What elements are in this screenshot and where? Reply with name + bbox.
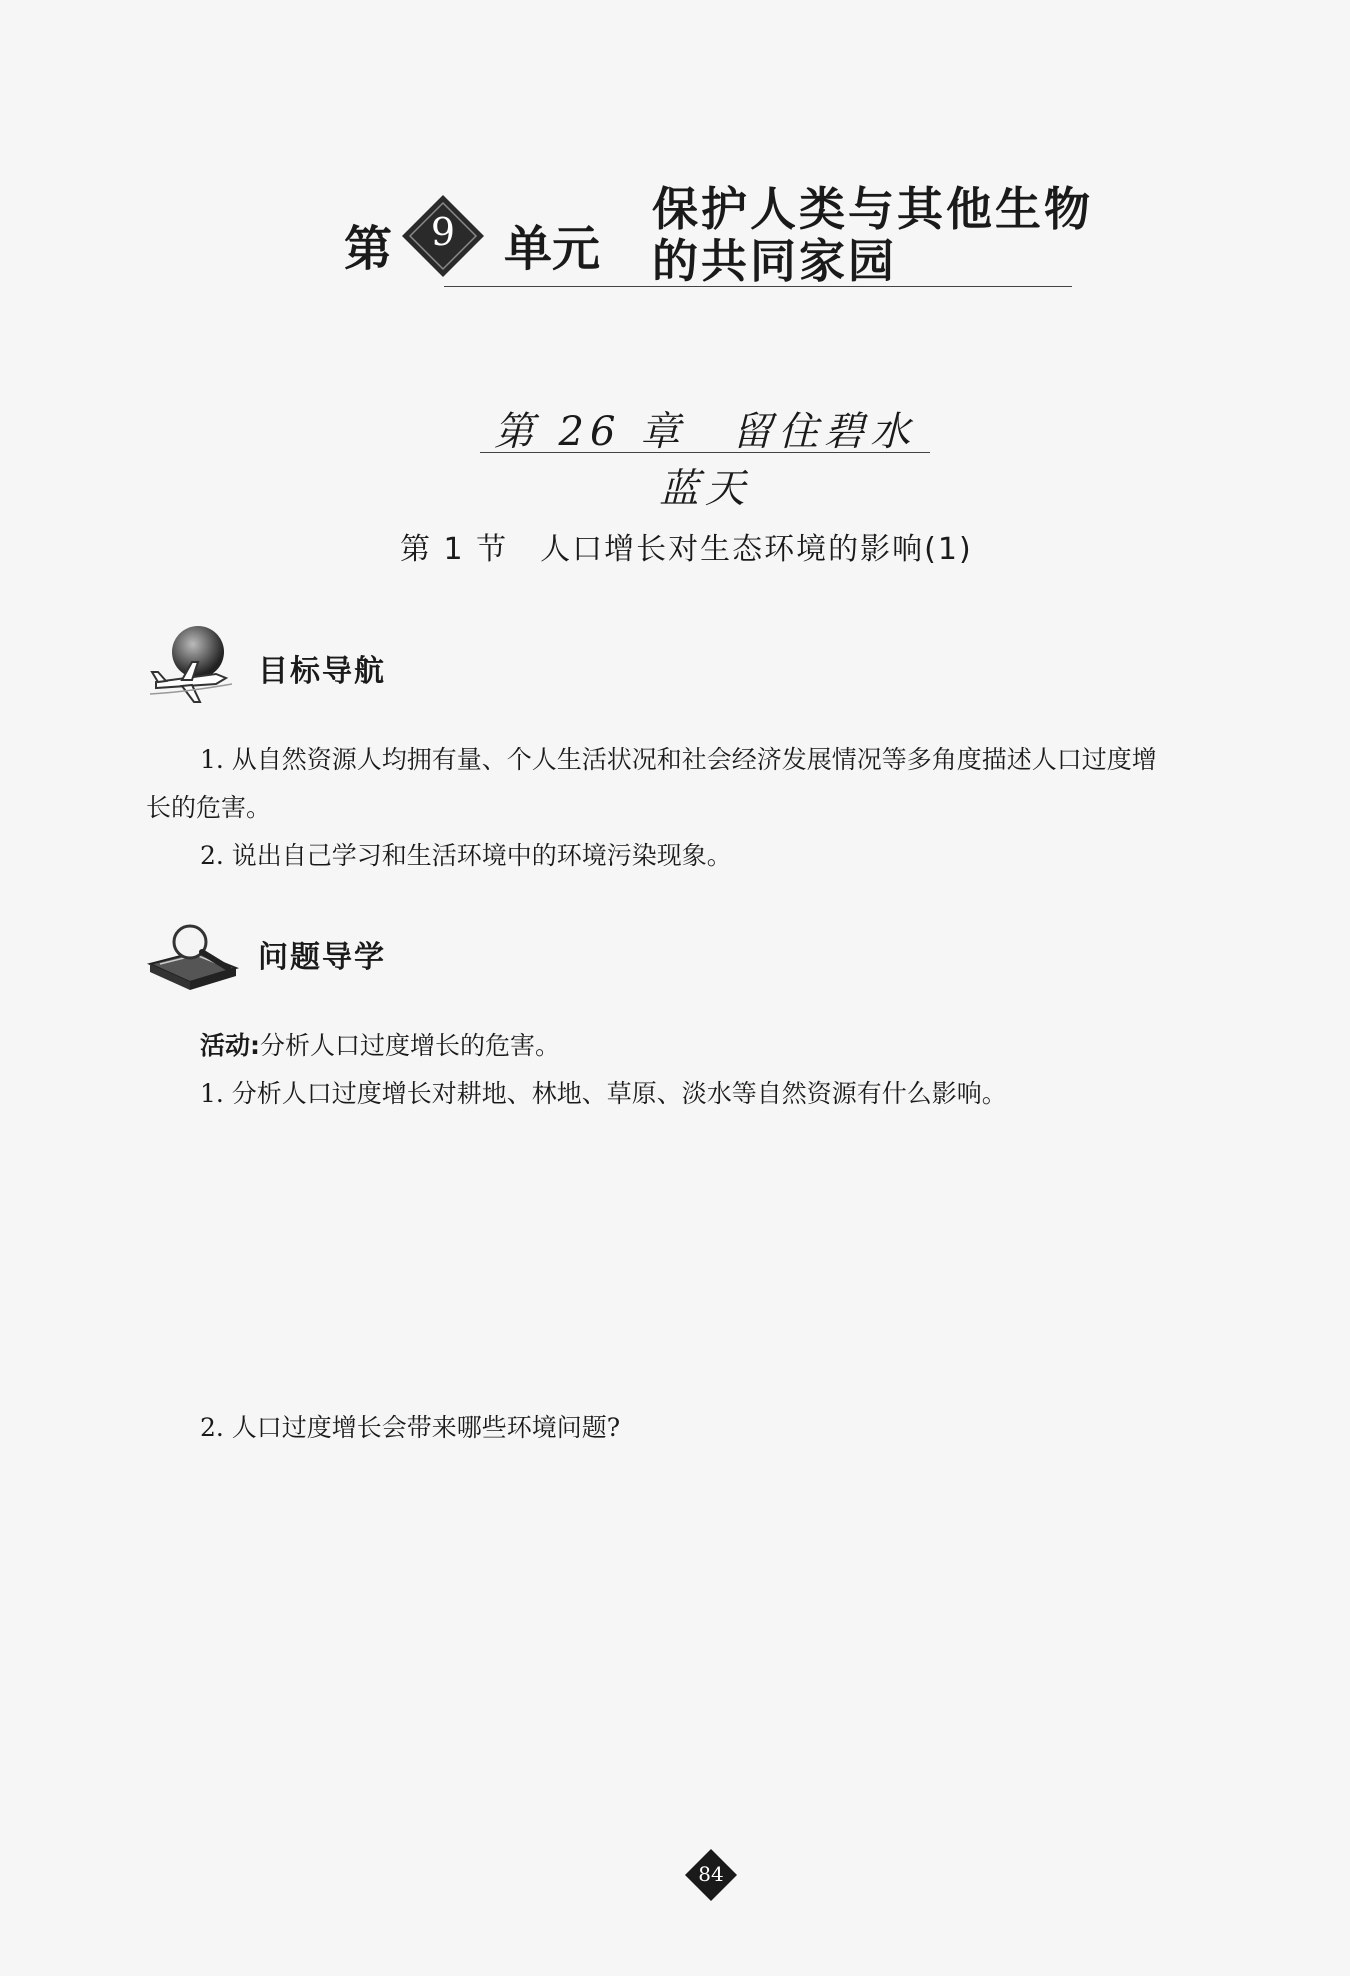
- question-1: 1. 分析人口过度增长对耕地、林地、草原、淡水等自然资源有什么影响。: [200, 1079, 1007, 1108]
- chapter-title: 第 26 章 留住碧水蓝天: [493, 409, 917, 512]
- activity-label: 活动:: [200, 1031, 260, 1060]
- section-title: 第 1 节 人口增长对生态环境的影响(1): [400, 532, 973, 567]
- activity-line: [200, 1022, 560, 1070]
- question-2: 2. 人口过度增长会带来哪些环境问题?: [200, 1413, 621, 1442]
- goal-item-1-cont: 长的危害。: [146, 793, 272, 822]
- unit-number: 9: [430, 210, 456, 254]
- unit-title: [652, 183, 1093, 287]
- questions-heading: 问题导学: [258, 940, 386, 975]
- unit-suffix: 单元: [504, 221, 601, 277]
- goals-heading: 目标导航: [258, 654, 386, 689]
- unit-title-rule: [444, 286, 1072, 287]
- book-magnifier-icon: [146, 920, 242, 992]
- globe-airplane-icon: [146, 622, 238, 710]
- unit-title-line2: 的共同家园: [652, 234, 897, 288]
- chapter-title-rule: [480, 452, 930, 453]
- goal-item-2: 2. 说出自己学习和生活环境中的环境污染现象。: [200, 841, 732, 870]
- activity-text: 分析人口过度增长的危害。: [260, 1031, 561, 1060]
- page-number: 84: [698, 1862, 724, 1886]
- goal-item-1: 1. 从自然资源人均拥有量、个人生活状况和社会经济发展情况等多角度描述人口过度增: [200, 745, 1157, 774]
- unit-prefix: 第: [344, 221, 393, 277]
- unit-title-line1: 保护人类与其他生物: [652, 182, 1093, 236]
